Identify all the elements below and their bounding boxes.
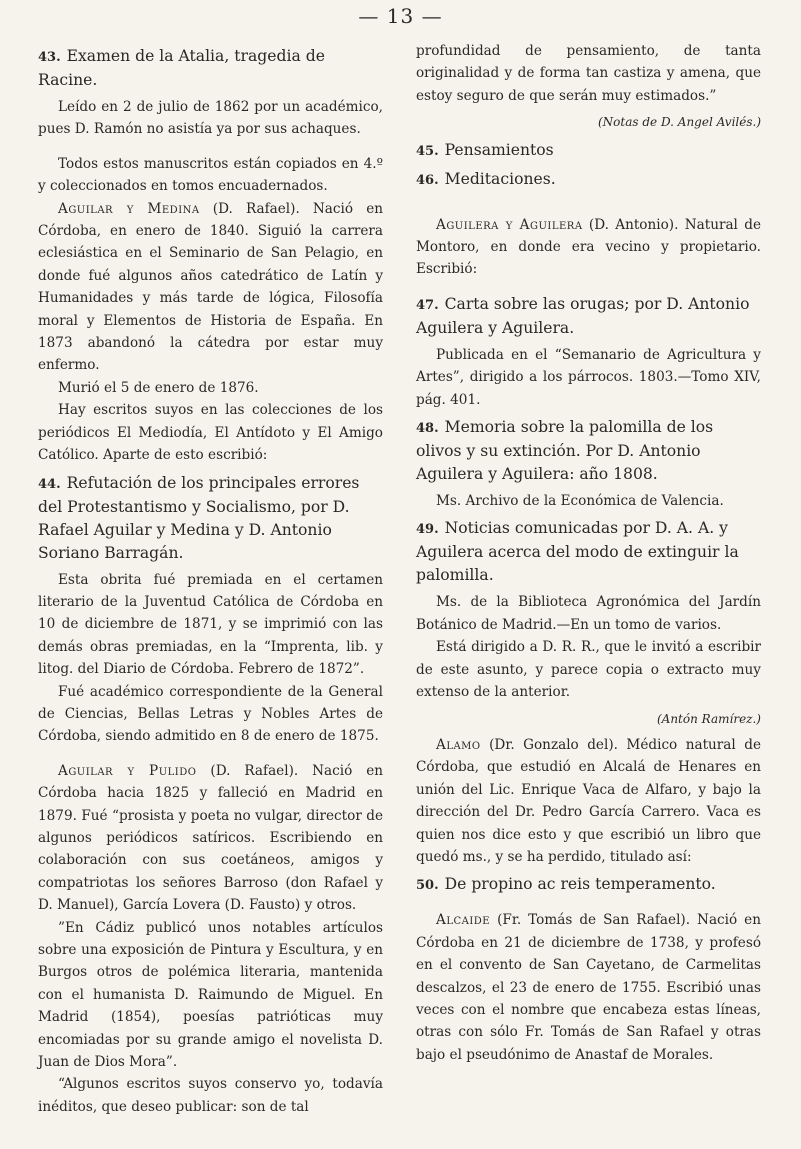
- entry-47: [416, 293, 761, 340]
- paragraph: Hay escritos suyos en las colecciones de los periódicos El Mediodía, El Antídoto y El Amigo Católico. Aparte de esto escribió:: [38, 402, 383, 464]
- paragraph: Leído en 2 de julio de 1862 por un académico, pues D. Ramón no asistía ya por sus achaques.: [38, 99, 383, 138]
- attribution: (Antón Ramírez.): [656, 711, 761, 726]
- author-entry-alamo: [416, 734, 761, 868]
- author-name: Aguilar y Medina: [58, 200, 200, 217]
- entry-title: Noticias comunicadas por D. A. A. y Aguilera acerca del modo de extinguir la palomilla.: [416, 519, 739, 585]
- entry-number: 44.: [38, 476, 61, 492]
- entry-title: Refutación de los principales errores del Protestantismo y Socialismo, por D. Rafael Aguilar y Medina y D. Antonio Soriano Barragán.: [38, 473, 360, 562]
- author-entry-aguilar-medina: [38, 198, 383, 377]
- paragraph: Ms. Archivo de la Económica de Valencia.: [436, 493, 724, 510]
- entry-number: 47.: [416, 297, 439, 313]
- paragraph: Murió el 5 de enero de 1876.: [58, 379, 259, 396]
- author-name: Alamo: [436, 736, 481, 753]
- entry-45: [416, 139, 761, 163]
- entry-title: Examen de la Atalia, tragedia de Racine.: [38, 47, 325, 89]
- paragraph: “Algunos escritos suyos conservo yo, todavía inéditos, que deseo publicar: son de tal: [38, 1076, 383, 1115]
- entry-title: Pensamientos: [444, 140, 554, 159]
- paragraph: profundidad de pensamiento, de tanta originalidad y de forma tan castiza y amena, que estoy seguro de que serán muy estimados.”: [416, 43, 761, 104]
- attribution: (Notas de D. Angel Avilés.): [598, 115, 761, 130]
- entry-43: [38, 45, 383, 92]
- author-bio: (D. Rafael). Nació en Córdoba hacia 1825 y falleció en Madrid en 1879. Fué “prosista y poeta no vulgar, director de algunos periódicos satíricos. Escribiendo en colaboración con sus coetáneos, amigos y compatriotas los señores Barroso (don Rafael y D. Manuel), García Lovera (D. Fausto) y otros.: [38, 762, 384, 914]
- author-bio: (Dr. Gonzalo del). Médico natural de Córdoba, que estudió en Alcalá de Henares en unión del Lic. Enrique Vaca de Alfaro, y bajo la dirección del Dr. Pedro García Carrero. Vaca es quien nos dice esto y que escribió un libro que quedó ms., y se ha perdido, titulado así:: [416, 736, 761, 865]
- author-bio: (D. Antonio). Natural de Montoro, en donde era vecino y propietario. Escribió:: [416, 216, 761, 278]
- author-name: Alcaide: [436, 912, 491, 929]
- entry-title: Carta sobre las orugas; por D. Antonio Aguilera y Aguilera.: [416, 294, 750, 337]
- entry-44: [38, 472, 383, 565]
- entry-48: [416, 416, 761, 486]
- author-bio: (D. Rafael). Nació en Córdoba, en enero de 1840. Siguió la carrera eclesiástica en el Seminario de San Pelagio, en donde fué algunos años catedrático de Latín y Humanidades y más tarde de lógica, Filosofía moral y Elementos de Historia de España. En 1873 abandonó la cátedra por estar muy enfermo.: [38, 200, 383, 374]
- paragraph: Ms. de la Biblioteca Agronómica del Jardín Botánico de Madrid.—En un tomo de varios.: [416, 594, 761, 633]
- entry-title: Memoria sobre la palomilla de los olivos y su extinción. Por D. Antonio Aguilera y Aguilera: año 1808.: [416, 418, 714, 484]
- entry-50: [416, 873, 761, 897]
- paragraph: Publicada en el “Semanario de Agricultura y Artes”, dirigido a los párrocos. 1803.—Tomo XIV, pág. 401.: [416, 346, 761, 408]
- author-name: Aguilera y Aguilera: [436, 216, 583, 233]
- entry-number: 45.: [416, 143, 439, 159]
- right-column: [416, 40, 761, 1066]
- entry-number: 43.: [38, 50, 61, 65]
- entry-number: 48.: [416, 421, 439, 437]
- entry-number: 49.: [416, 522, 439, 538]
- paragraph: Está dirigido a D. R. R., que le invitó a escribir de este asunto, y parece copia o extracto muy extenso de la anterior.: [416, 639, 761, 701]
- entry-49: [416, 517, 761, 587]
- paragraph: ”En Cádiz publicó unos notables artículos sobre una exposición de Pintura y Escultura, y en Burgos otros de polémica literaria, mantenida con el humanista D. Raimundo de Miguel. En Madrid (1854), poesías patrióticas muy encomiadas por su grande amigo el novelista D. Juan de Dios Mora”.: [38, 919, 383, 1071]
- author-name: Aguilar y Pulido: [58, 762, 197, 779]
- left-column: [38, 40, 383, 1118]
- author-entry-aguilera: [416, 214, 761, 281]
- paragraph: Todos estos manuscritos están copiados en 4.º y coleccionados en tomos encuadernados.: [38, 155, 383, 195]
- entry-number: 46.: [416, 172, 439, 188]
- entry-number: 50.: [416, 878, 439, 894]
- paragraph: Fué académico correspondiente de la General de Ciencias, Bellas Letras y Nobles Artes de Córdoba, siendo admitido en 8 de enero de 1875.: [38, 683, 383, 745]
- entry-title: Meditaciones.: [444, 169, 556, 188]
- author-entry-alcaide: [416, 909, 761, 1066]
- author-entry-aguilar-pulido: [38, 760, 383, 917]
- paragraph: Esta obrita fué premiada en el certamen literario de la Juventud Católica de Córdoba en 10 de diciembre de 1871, y se imprimió con las demás obras premiadas, en la “Imprenta, lib. y litog. del Diario de Córdoba. Febrero de 1872”.: [38, 571, 383, 678]
- page-number: — 13 —: [358, 4, 443, 28]
- author-bio: (Fr. Tomás de San Rafael). Nació en Córdoba en 21 de diciembre de 1738, y profesó en el convento de San Cayetano, de Carmelitas descalzos, el 23 de enero de 1755. Escribió unas veces con el nombre que encabeza estas líneas, otras con sólo Fr. Tomás de San Rafael y otras bajo el pseudónimo de Anastaf de Morales.: [416, 912, 761, 1063]
- entry-title: De propino ac reis temperamento.: [444, 875, 716, 894]
- entry-46: [416, 168, 761, 192]
